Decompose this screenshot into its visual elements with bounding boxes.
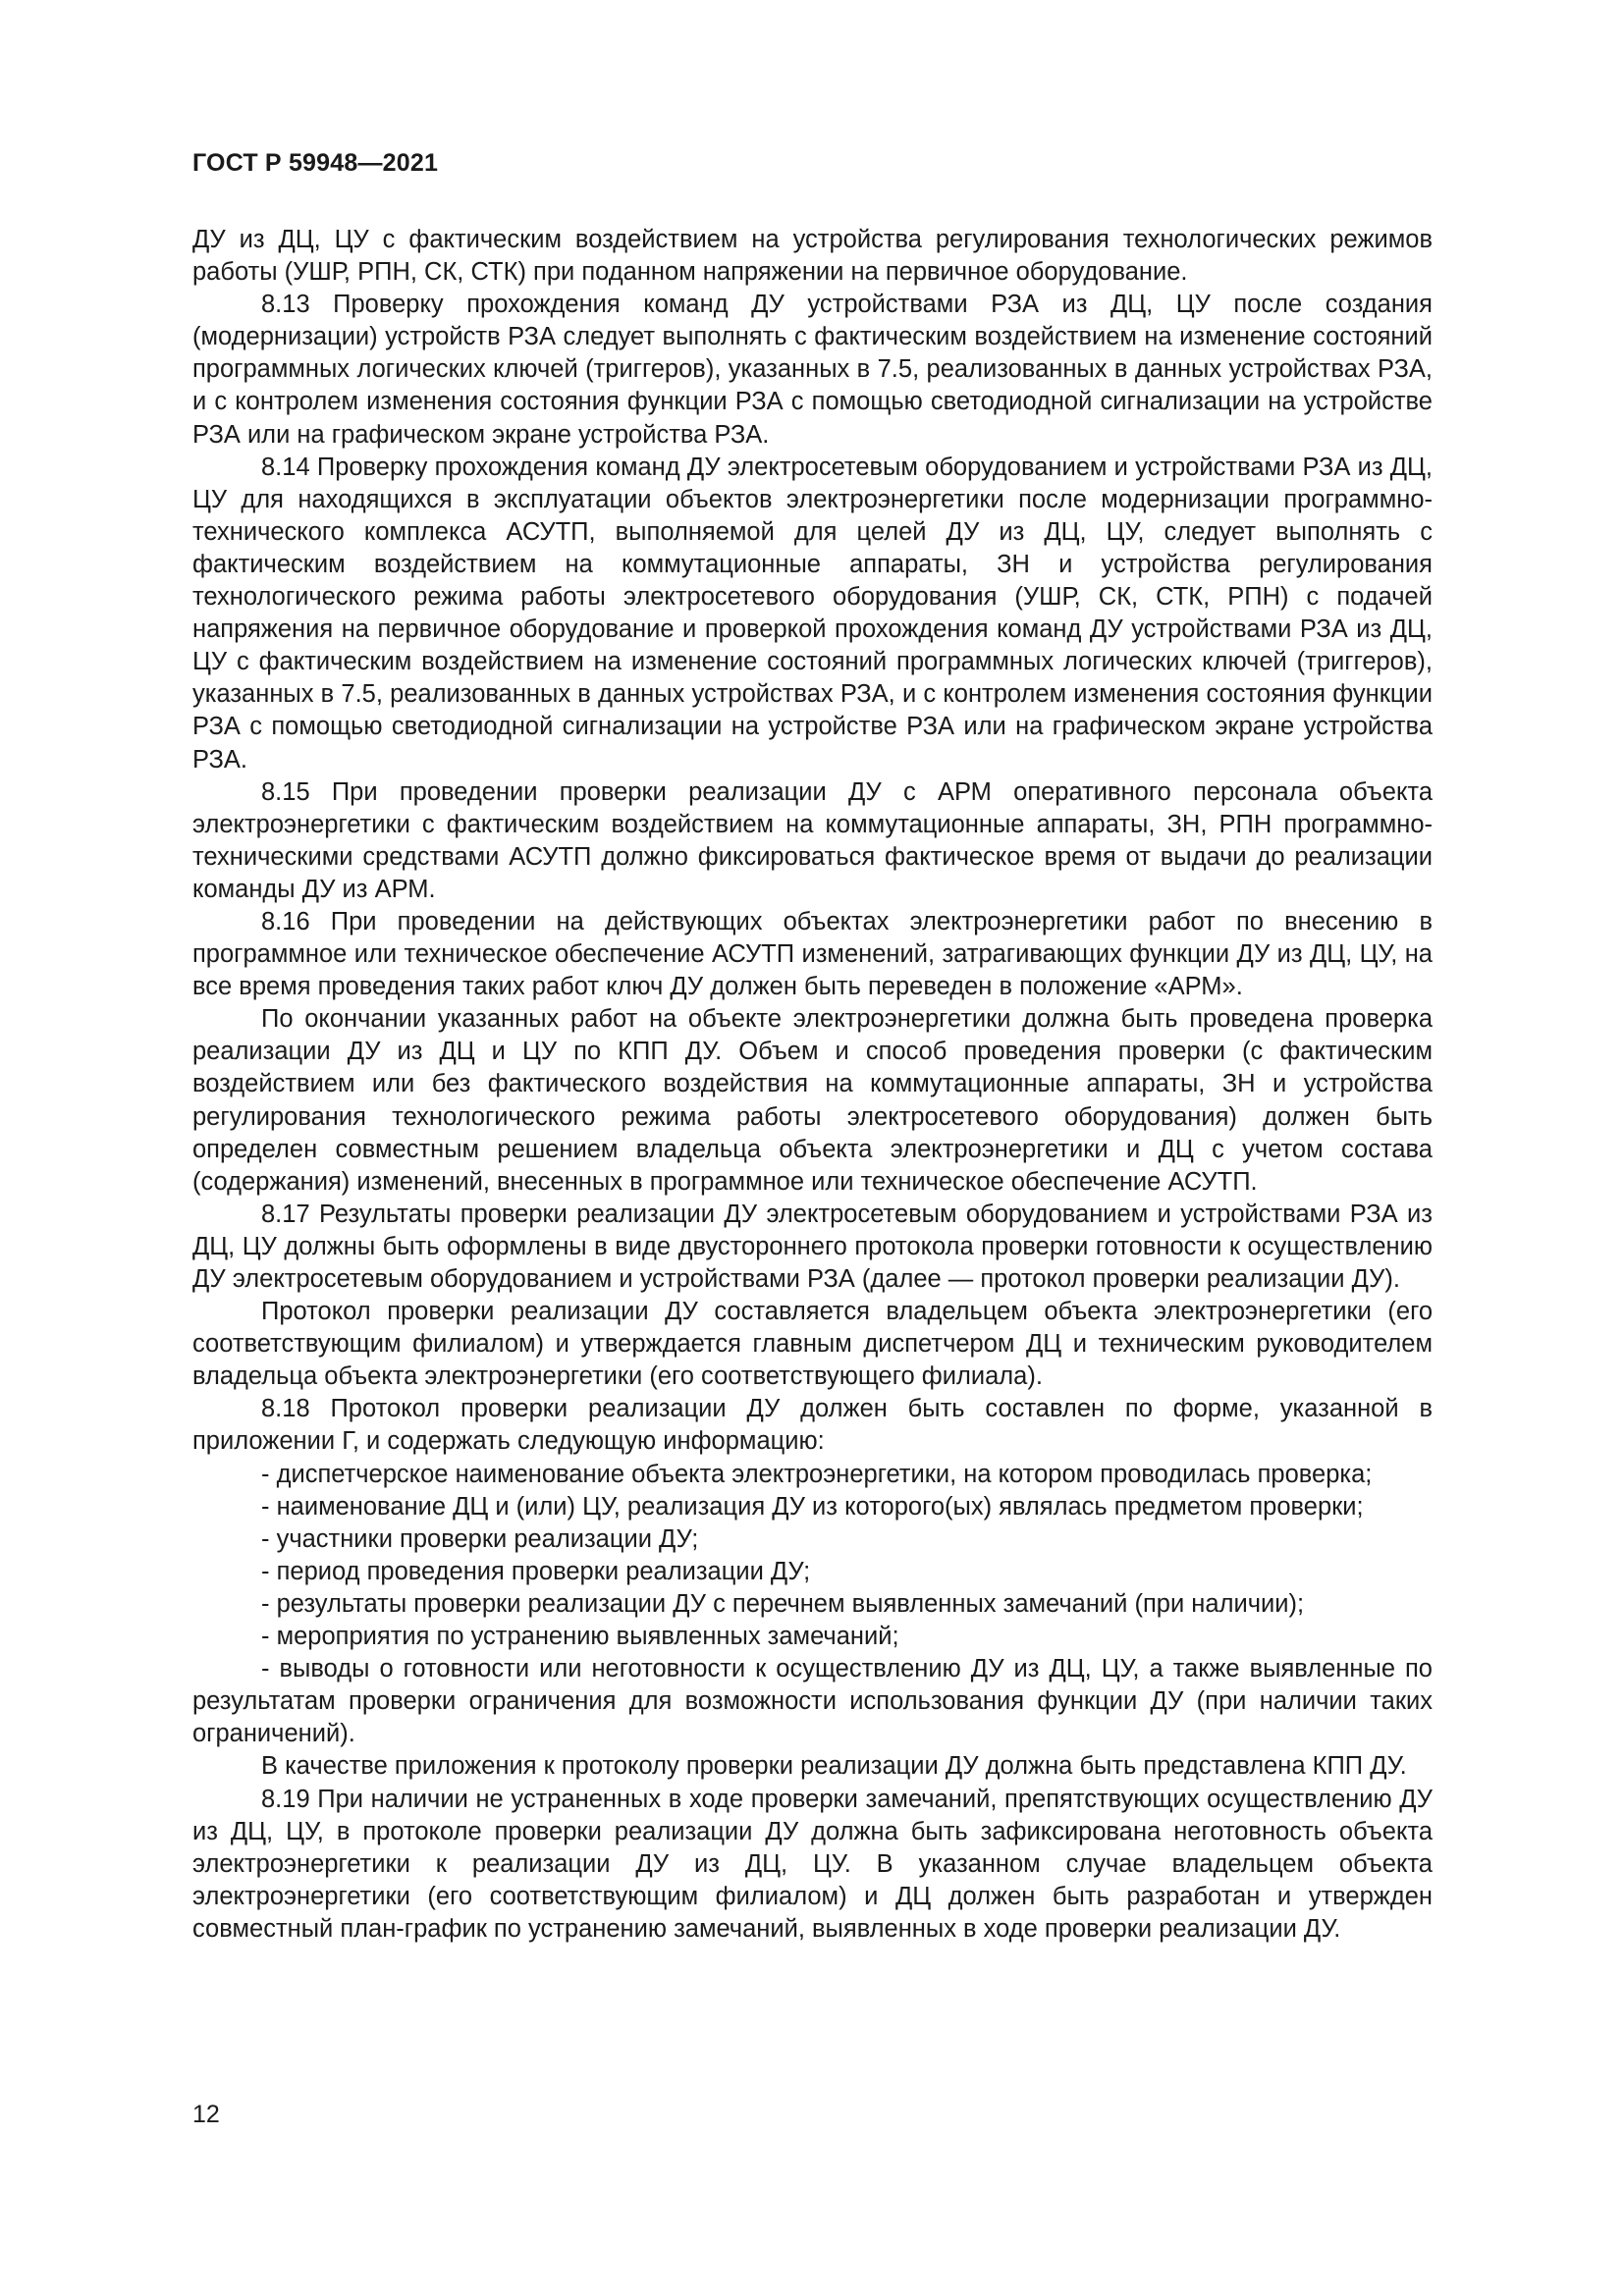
list-item: - период проведения проверки реализации ДУ; [261, 1557, 811, 1585]
document-body [192, 224, 1433, 1946]
paragraph-8-16-continued: По окончании указанных работ на объекте электроэнергетики должна быть проведена проверка реализации ДУ из ДЦ и ЦУ по КПП ДУ. Объем и способ проведения проверки (с фактическим воздействием или без фактического воздействия на коммутационные аппараты, ЗН и устройства регулирования технологического режима работы электросетевого оборудования) должен быть определен совместным решением владельца объекта электроэнергетики и ДЦ с учетом состава (содержания) изменений, внесенных в программное или техническое обеспечение АСУТП. [192, 1005, 1433, 1196]
paragraph-continuation: ДУ из ДЦ, ЦУ с фактическим воздействием на устройства регулирования технологических режимов работы (УШР, РПН, СК, СТК) при поданном напряжении на первичное оборудование. [192, 226, 1433, 287]
paragraph-8-13: 8.13 Проверку прохождения команд ДУ устройствами РЗА из ДЦ, ЦУ после создания (модернизации) устройств РЗА следует выполнять с фактическим воздействием на изменение состояний программных логических ключей (триггеров), указанных в 7.5, реализованных в данных устройствах РЗА, и с контролем изменения состояния функции РЗА с помощью светодиодной сигнализации на устройстве РЗА или на графическом экране устройства РЗА. [192, 291, 1433, 449]
list-item: - наименование ДЦ и (или) ЦУ, реализация ДУ из которого(ых) являлась предметом проверки; [261, 1492, 1364, 1521]
paragraph-8-18: 8.18 Протокол проверки реализации ДУ должен быть составлен по форме, указанной в приложении Г, и содержать следующую информацию: [192, 1395, 1433, 1456]
page-number: 12 [192, 2101, 220, 2128]
paragraph-8-15: 8.15 При проведении проверки реализации ДУ с АРМ оперативного персонала объекта электроэнергетики с фактическим воздействием на коммутационные аппараты, ЗН, РПН программно-техническими средствами АСУТП должно фиксироваться фактическое время от выдачи до реализации команды ДУ из АРМ. [192, 777, 1433, 903]
paragraph-8-16: 8.16 При проведении на действующих объектах электроэнергетики работ по внесению в программное или техническое обеспечение АСУТП изменений, затрагивающих функции ДУ из ДЦ, ЦУ, на все время проведения таких работ ключ ДУ должен быть переведен в положение «АРМ». [192, 907, 1433, 1001]
list-item: - выводы о готовности или неготовности к осуществлению ДУ из ДЦ, ЦУ, а также выявленные по результатам проверки ограничения для возможности использования функции ДУ (при наличии таких ограничений). [192, 1655, 1433, 1748]
list-item: - результаты проверки реализации ДУ с перечнем выявленных замечаний (при наличии); [261, 1589, 1305, 1618]
paragraph-attachment: В качестве приложения к протоколу проверки реализации ДУ должна быть представлена КПП ДУ. [261, 1752, 1407, 1781]
document-header: ГОСТ Р 59948—2021 [192, 149, 439, 177]
paragraph-8-14: 8.14 Проверку прохождения команд ДУ электросетевым оборудованием и устройствами РЗА из ДЦ, ЦУ для находящихся в эксплуатации объектов электроэнергетики после модернизации программно-технического комплекса АСУТП, выполняемой для целей ДУ из ДЦ, ЦУ, следует выполнять с фактическим воздействием на коммутационные аппараты, ЗН и устройства регулирования технологического режима работы электросетевого оборудования (УШР, СК, СТК, РПН) с подачей напряжения на первичное оборудование и проверкой прохождения команд ДУ устройствами РЗА из ДЦ, ЦУ с фактическим воздействием на изменение состояний программных логических ключей (триггеров), указанных в 7.5, реализованных в данных устройствах РЗА, и с контролем изменения состояния функции РЗА с помощью светодиодной сигнализации на устройстве РЗА или на графическом экране устройства РЗА. [192, 453, 1433, 774]
paragraph-8-17: 8.17 Результаты проверки реализации ДУ электросетевым оборудованием и устройствами РЗА из ДЦ, ЦУ должны быть оформлены в виде двустороннего протокола проверки готовности к осуществлению ДУ электросетевым оборудованием и устройствами РЗА (далее — протокол проверки реализации ДУ). [192, 1200, 1433, 1293]
list-item: - диспетчерское наименование объекта электроэнергетики, на котором проводилась проверка; [261, 1460, 1373, 1488]
paragraph-8-17-protocol: Протокол проверки реализации ДУ составляется владельцем объекта электроэнергетики (его соответствующим филиалом) и утверждается главным диспетчером ДЦ и техническим руководителем владельца объекта электроэнергетики (его соответствующего филиала). [192, 1298, 1433, 1391]
list-item: - мероприятия по устранению выявленных замечаний; [261, 1623, 899, 1651]
list-item: - участники проверки реализации ДУ; [261, 1524, 699, 1553]
paragraph-8-19: 8.19 При наличии не устраненных в ходе проверки замечаний, препятствующих осуществлению ДУ из ДЦ, ЦУ, в протоколе проверки реализации ДУ должна быть зафиксирована неготовность объекта электроэнергетики к реализации ДУ из ДЦ, ЦУ. В указанном случае владельцем объекта электроэнергетики (его соответствующим филиалом) и ДЦ должен быть разработан и утвержден совместный план-график по устранению замечаний, выявленных в ходе проверки реализации ДУ. [192, 1785, 1433, 1943]
